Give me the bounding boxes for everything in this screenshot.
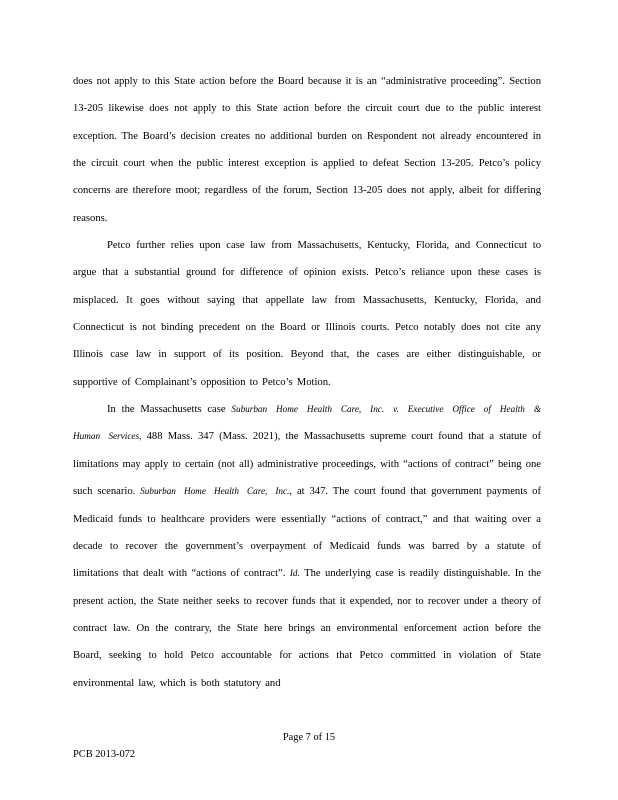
- docket-number: PCB 2013-072: [73, 749, 136, 760]
- paragraph-1: does not apply to this State action before the Board because it is an “administrative proceeding”. Section 13-205 likewise does not apply to this State action before the circuit court due to the public interest exception. The Board’s decision creates no additional burden on Respondent not already encountered in the circuit court when the public interest exception is applied to defeat Section 13-205. Petco’s policy concerns are therefore moot; regardless of the forum, Section 13-205 does not apply, albeit for differing reasons.: [73, 76, 541, 224]
- paragraph-3-text-c: The underlying case is readily distinguishable. In the present action, the State neither seeks to recover funds that it expended, nor to recover under a theory of contract law. On the contrary, the State here brings an environmental enforcement action before the Board, seeking to hold Petco accountable for actions that Petco committed in violation of State environmental law, which is both statutory and: [73, 568, 541, 689]
- document-body: [73, 68, 541, 697]
- paragraph-3-text-b: , at 347. The court found that government payments of Medicaid funds to healthcare providers were essentially “actions of contract,” and that waiting over a decade to recover the government’s overpayment of Medicaid funds was barred by a statute of limitations that dealt with “actions of contract”.: [73, 486, 541, 580]
- paragraph-3: [73, 396, 541, 697]
- case-citation: Suburban Home Health Care, Inc. v. Executive Office of Health & Human Services,: [73, 404, 541, 442]
- paragraph-3-intro: In the Massachusetts case: [107, 404, 226, 416]
- paragraph-2: Petco further relies upon case law from Massachusetts, Kentucky, Florida, and Connecticut to argue that a substantial ground for difference of opinion exists. Petco’s reliance upon these cases is misplaced. It goes without saying that appellate law from Massachusetts, Kentucky, Florida, and Connecticut is not binding precedent on the Board or Illinois courts. Petco notably does not cite any Illinois case law in support of its position. Beyond that, the cases are either distinguishable, or supportive of Complainant’s opposition to Petco’s Motion.: [73, 240, 541, 388]
- page-number: Page 7 of 15: [282, 732, 336, 743]
- short-citation: Suburban Home Health Care, Inc.: [140, 486, 290, 497]
- id-citation: Id.: [289, 568, 300, 579]
- paragraph-3-text-a: 488 Mass. 347 (Mass. 2021), the Massachusetts supreme court found that a statute of limitations may apply to certain (not all) administrative proceedings, with “actions of contract” being one such scenario.: [73, 431, 541, 498]
